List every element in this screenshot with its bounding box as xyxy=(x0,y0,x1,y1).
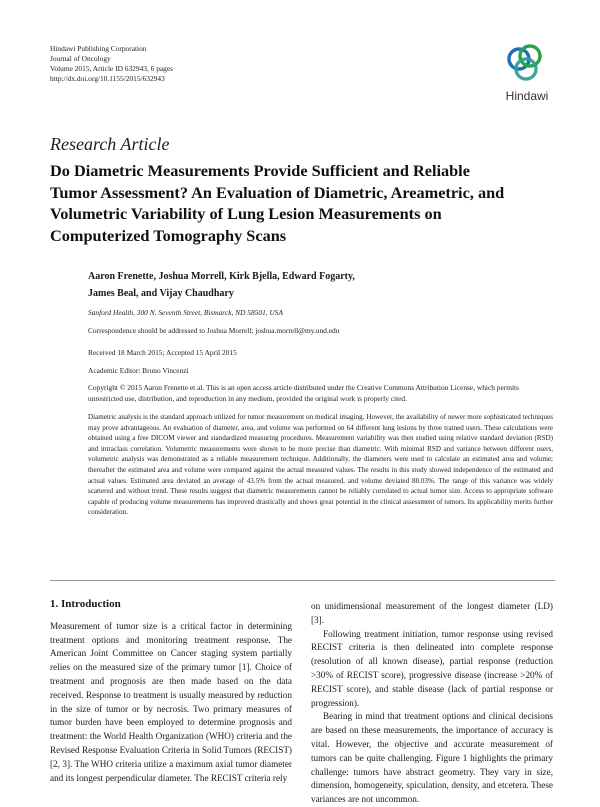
correspondence: Correspondence should be addressed to Joshua Morrell; joshua.morrell@my.und.edu xyxy=(88,326,340,335)
paragraph: Measurement of tumor size is a critical factor in determining treatment options and monitoring treatment response. The American Joint Committee on Cancer staging system partially relies on the measured size of the primary tumor [1]. Choice of treatment and prognosis are then made based on the data received. Response to treatment is usually measured by reduction in the size of tumor or by necrosis. Two primary measures of tumor burden have been employed to determine prognosis and treatment: the World Health Organization (WHO) criteria and the Revised Response Evaluation Criteria in Solid Tumors (RECIST) [2, 3]. The WHO criteria utilize a maximum axial tumor diameter and its longest perpendicular diameter. The RECIST criteria rely xyxy=(50,620,292,783)
journal-header xyxy=(50,44,173,84)
logo-text: Hindawi xyxy=(505,89,549,103)
section-heading-introduction: 1. Introduction xyxy=(50,598,121,610)
publisher-name: Hindawi Publishing Corporation xyxy=(50,44,147,53)
authors xyxy=(88,268,468,302)
doi-link[interactable]: http://dx.doi.org/10.1155/2015/632943 xyxy=(50,74,165,83)
received-dates: Received 18 March 2015; Accepted 15 April 2015 xyxy=(88,348,237,357)
authors-line-1: Aaron Frenette, Joshua Morrell, Kirk Bjella, Edward Fogarty, xyxy=(88,271,355,282)
section-divider xyxy=(50,580,555,581)
abstract: Diametric analysis is the standard approach utilized for tumor measurement on medical imaging. However, the availability of newer more sophisticated techniques may prove advantageous. An evaluation of diameter, area, and volume was performed on 64 different lung lesions by three trained users. These calculations were obtained using a free DICOM viewer and standardized measuring procedures. Measurement variability was then studied using relative standard deviation (RSD) and intraclass correlation. Volumetric measurements were shown to be more precise than diametric. With minimal RSD and variance between different users, volumetric analysis was demonstrated as a reliable measurement technique. Additionally, the diameters were used to calculate an estimated area and volume; thereafter the estimated area and volume were compared against the actual measured values. The results in this study showed independence of the estimated and actual values. Estimated area deviated an average of 43.5% from the actual measured, and volume deviated 88.03%. The range of this variance was widely scattered and without trend. These results suggest that diametric measurements cannot be reliably correlated to actual tumor size. Access to appropriate software capable of producing volume measurements has improved drastically and shows great potential in the clinical assessment of tumors. Its applicability merits further consideration. xyxy=(88,413,553,517)
copyright-notice: Copyright © 2015 Aaron Frenette et al. This is an open access article distributed under the Creative Commons Attribution License, which permits unrestricted use, distribution, and reproduction in any medium, provided the original work is properly cited. xyxy=(88,383,519,403)
volume-info: Volume 2015, Article ID 632943, 6 pages xyxy=(50,64,174,73)
authors-line-2: James Beal, and Vijay Chaudhary xyxy=(88,288,234,299)
hindawi-logo xyxy=(499,42,555,108)
paragraph: Following treatment initiation, tumor response using revised RECIST criteria is then delineated into complete response (resolution of all known disease), partial response (reduction >30% of RECIST score), progressive disease (increase >20% of RECIST score), and stable disease (lack of partial response or progression). xyxy=(311,628,553,708)
right-column xyxy=(311,600,553,807)
article-type: Research Article xyxy=(50,134,170,154)
article-title: Do Diametric Measurements Provide Sufficient and Reliable Tumor Assessment? An Evaluation of Diametric, Areametric, and Volumetric Variability of Lung Lesion Measurements on Computerized Tomography Scans xyxy=(50,161,505,245)
paragraph: Bearing in mind that treatment options and clinical decisions are based on these measurements, the importance of accuracy is vital. However, the objective and accurate measurement of tumors can be quite challenging. Figure 1 highlights the primary challenge: tumors have abstract geometry. They vary in size, dimension, homogeneity, spiculation, density, and etcetera. These variances are not uncommon. xyxy=(311,711,553,805)
hindawi-logo-icon xyxy=(499,42,555,88)
academic-editor: Academic Editor: Bruno Vincenzi xyxy=(88,366,189,375)
journal-name: Journal of Oncology xyxy=(50,54,111,63)
affiliation: Sanford Health, 300 N. Seventh Street, Bismarck, ND 58501, USA xyxy=(88,308,284,317)
paragraph: on unidimensional measurement of the longest diameter (LD) [3]. xyxy=(311,601,553,625)
left-column xyxy=(50,598,292,785)
